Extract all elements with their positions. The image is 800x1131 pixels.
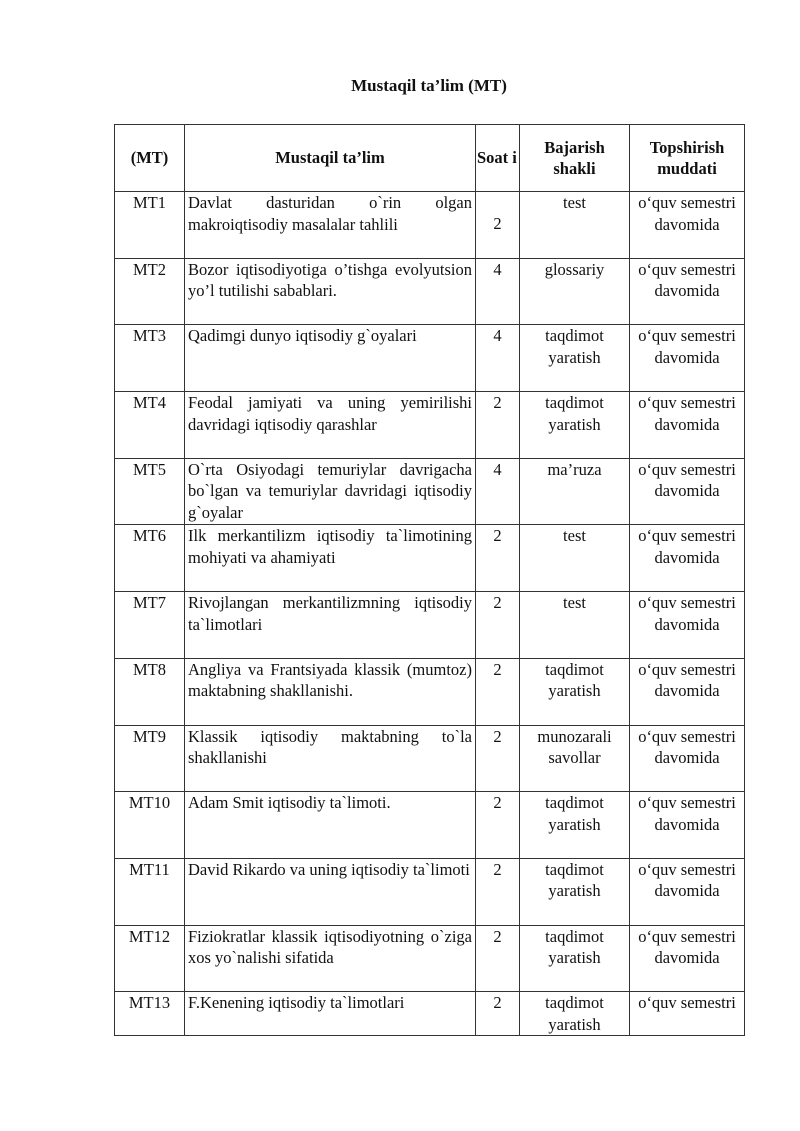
cell-code: MT9 (115, 725, 185, 792)
cell-topic: F.Kenening iqtisodiy ta`limotlari (185, 992, 476, 1036)
cell-code: MT1 (115, 192, 185, 259)
cell-topic: Klassik iqtisodiy maktabning to`la shakllanishi (185, 725, 476, 792)
table-row (115, 992, 745, 1036)
cell-code: MT13 (115, 992, 185, 1036)
table-row (115, 925, 745, 992)
header-deadline: Topshirish muddati (630, 125, 745, 192)
table-row (115, 525, 745, 592)
cell-hours: 2 (476, 992, 520, 1036)
cell-hours: 2 (476, 392, 520, 459)
cell-form: taqdimot yaratish (520, 325, 630, 392)
cell-code: MT3 (115, 325, 185, 392)
independent-study-table (114, 124, 745, 1036)
cell-form: taqdimot yaratish (520, 858, 630, 925)
cell-hours: 2 (476, 592, 520, 659)
cell-hours: 4 (476, 325, 520, 392)
cell-form: taqdimot yaratish (520, 658, 630, 725)
cell-deadline: o‘quv semestri davomida (630, 525, 745, 592)
cell-deadline: o‘quv semestri davomida (630, 592, 745, 659)
cell-hours: 4 (476, 258, 520, 325)
table-row (115, 192, 745, 259)
cell-hours: 2 (476, 792, 520, 859)
cell-code: MT10 (115, 792, 185, 859)
cell-code: MT12 (115, 925, 185, 992)
cell-deadline: o‘quv semestri davomida (630, 192, 745, 259)
cell-code: MT5 (115, 458, 185, 525)
cell-deadline: o‘quv semestri (630, 992, 745, 1036)
cell-topic: O`rta Osiyodagi temuriylar davrigacha bo`lgan va temuriylar davridagi iqtisodiy g`oyalar (185, 458, 476, 525)
table-row (115, 458, 745, 525)
cell-topic: Qadimgi dunyo iqtisodiy g`oyalari (185, 325, 476, 392)
cell-deadline: o‘quv semestri davomida (630, 725, 745, 792)
cell-deadline: o‘quv semestri davomida (630, 458, 745, 525)
table-row (115, 592, 745, 659)
cell-hours: 2 (476, 525, 520, 592)
cell-deadline: o‘quv semestri davomida (630, 258, 745, 325)
table-row (115, 325, 745, 392)
cell-code: MT2 (115, 258, 185, 325)
cell-hours: 2 (476, 725, 520, 792)
table-row (115, 858, 745, 925)
cell-code: MT4 (115, 392, 185, 459)
cell-deadline: o‘quv semestri davomida (630, 858, 745, 925)
cell-topic: Rivojlangan merkantilizmning iqtisodiy ta`limotlari (185, 592, 476, 659)
table-header-row (115, 125, 745, 192)
cell-hours: 2 (476, 192, 520, 259)
cell-topic: Fiziokratlar klassik iqtisodiyotning o`ziga xos yo`nalishi sifatida (185, 925, 476, 992)
cell-code: MT6 (115, 525, 185, 592)
cell-deadline: o‘quv semestri davomida (630, 392, 745, 459)
table-row (115, 725, 745, 792)
header-hours: Soat i (476, 125, 520, 192)
cell-topic: Bozor iqtisodiyotiga o’tishga evolyutsion yo’l tutilishi sabablari. (185, 258, 476, 325)
cell-topic: Angliya va Frantsiyada klassik (mumtoz) maktabning shakllanishi. (185, 658, 476, 725)
cell-deadline: o‘quv semestri davomida (630, 658, 745, 725)
cell-form: taqdimot yaratish (520, 392, 630, 459)
cell-form: ma’ruza (520, 458, 630, 525)
cell-form: taqdimot yaratish (520, 992, 630, 1036)
cell-form: taqdimot yaratish (520, 792, 630, 859)
table-row (115, 392, 745, 459)
table-row (115, 792, 745, 859)
cell-deadline: o‘quv semestri davomida (630, 325, 745, 392)
cell-topic: David Rikardo va uning iqtisodiy ta`limoti (185, 858, 476, 925)
table-row (115, 658, 745, 725)
cell-topic: Adam Smit iqtisodiy ta`limoti. (185, 792, 476, 859)
cell-form: test (520, 592, 630, 659)
cell-form: glossariy (520, 258, 630, 325)
cell-hours: 4 (476, 458, 520, 525)
cell-topic: Davlat dasturidan o`rin olgan makroiqtisodiy masalalar tahlili (185, 192, 476, 259)
cell-code: MT8 (115, 658, 185, 725)
cell-form: test (520, 192, 630, 259)
cell-code: MT7 (115, 592, 185, 659)
cell-deadline: o‘quv semestri davomida (630, 792, 745, 859)
table-row (115, 258, 745, 325)
cell-topic: Feodal jamiyati va uning yemirilishi davridagi iqtisodiy qarashlar (185, 392, 476, 459)
header-code: (MT) (115, 125, 185, 192)
cell-form: test (520, 525, 630, 592)
cell-hours: 2 (476, 858, 520, 925)
page-title: Mustaqil ta’lim (MT) (351, 76, 507, 95)
cell-topic: Ilk merkantilizm iqtisodiy ta`limotining mohiyati va ahamiyati (185, 525, 476, 592)
cell-hours: 2 (476, 925, 520, 992)
header-topic: Mustaqil ta’lim (185, 125, 476, 192)
cell-deadline: o‘quv semestri davomida (630, 925, 745, 992)
cell-form: taqdimot yaratish (520, 925, 630, 992)
cell-code: MT11 (115, 858, 185, 925)
cell-form: munozarali savollar (520, 725, 630, 792)
cell-hours: 2 (476, 658, 520, 725)
header-form: Bajarish shakli (520, 125, 630, 192)
